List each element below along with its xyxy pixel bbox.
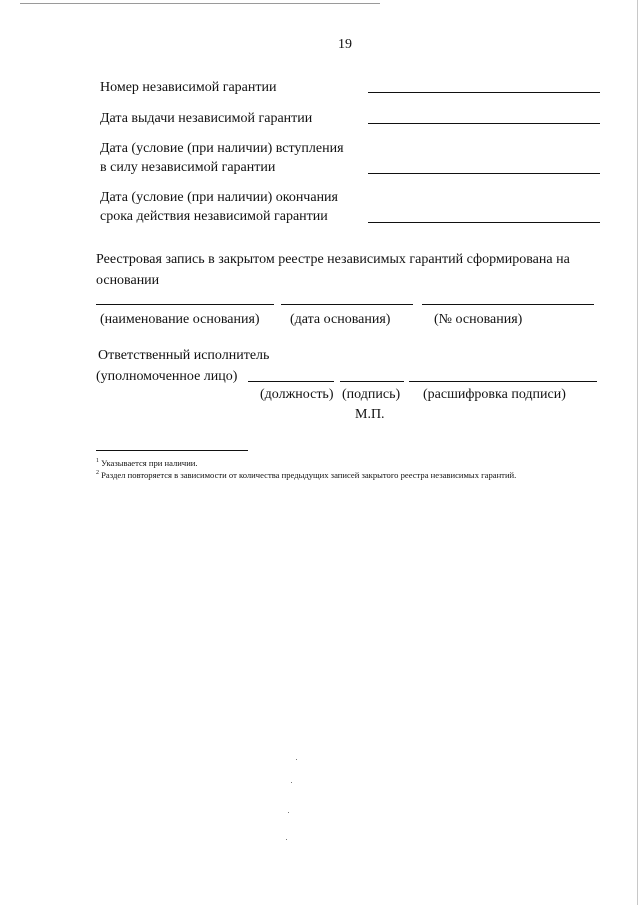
footnote-2-mark: 2 xyxy=(96,470,99,476)
executor-label-line1: Ответственный исполнитель xyxy=(98,348,270,363)
guarantee-number-line xyxy=(368,92,600,93)
basis-name-caption: (наименование основания) xyxy=(100,312,260,327)
scan-speck xyxy=(291,782,292,783)
signature-caption: (подпись) xyxy=(342,387,401,402)
footnote-1 xyxy=(96,456,600,469)
stamp-place: М.П. xyxy=(355,407,385,422)
registry-text-line1: Реестровая запись в закрытом реестре независимых гарантий сформирована на xyxy=(96,252,570,267)
scan-edge-top xyxy=(20,3,380,4)
page-number: 19 xyxy=(338,37,352,52)
footnote-1-text: Указывается при наличии. xyxy=(101,457,198,468)
basis-date-caption: (дата основания) xyxy=(290,312,391,327)
scan-speck xyxy=(286,839,287,840)
footnote-separator xyxy=(96,450,248,451)
basis-date-line xyxy=(281,304,413,305)
end-date-label-line2: срока действия независимой гарантии xyxy=(100,209,328,224)
footnote-1-mark: 1 xyxy=(96,458,99,464)
basis-number-line xyxy=(422,304,594,305)
registry-text-line2: основании xyxy=(96,273,160,288)
entry-date-label-line1: Дата (условие (при наличии) вступления xyxy=(100,141,344,156)
issue-date-label: Дата выдачи независимой гарантии xyxy=(100,111,313,126)
footnote-2-text: Раздел повторяется в зависимости от количества предыдущих записей закрытого реестра независимых гарантий. xyxy=(101,469,517,480)
basis-name-line xyxy=(96,304,274,305)
scan-speck xyxy=(288,812,289,813)
decoding-line xyxy=(409,381,597,382)
issue-date-line xyxy=(368,123,600,124)
scan-edge-right xyxy=(637,0,638,905)
footnote-2 xyxy=(96,468,598,481)
basis-number-caption: (№ основания) xyxy=(434,312,523,327)
end-date-label-line1: Дата (условие (при наличии) окончания xyxy=(100,190,338,205)
entry-date-line xyxy=(368,173,600,174)
position-line xyxy=(248,381,334,382)
signature-line xyxy=(340,381,404,382)
end-date-line xyxy=(368,222,600,223)
guarantee-number-label: Номер независимой гарантии xyxy=(100,80,277,95)
position-caption: (должность) xyxy=(260,387,334,402)
scan-speck xyxy=(296,759,297,760)
executor-label-line2: (уполномоченное лицо) xyxy=(96,369,238,384)
decoding-caption: (расшифровка подписи) xyxy=(423,387,566,402)
entry-date-label-line2: в силу независимой гарантии xyxy=(100,160,276,175)
